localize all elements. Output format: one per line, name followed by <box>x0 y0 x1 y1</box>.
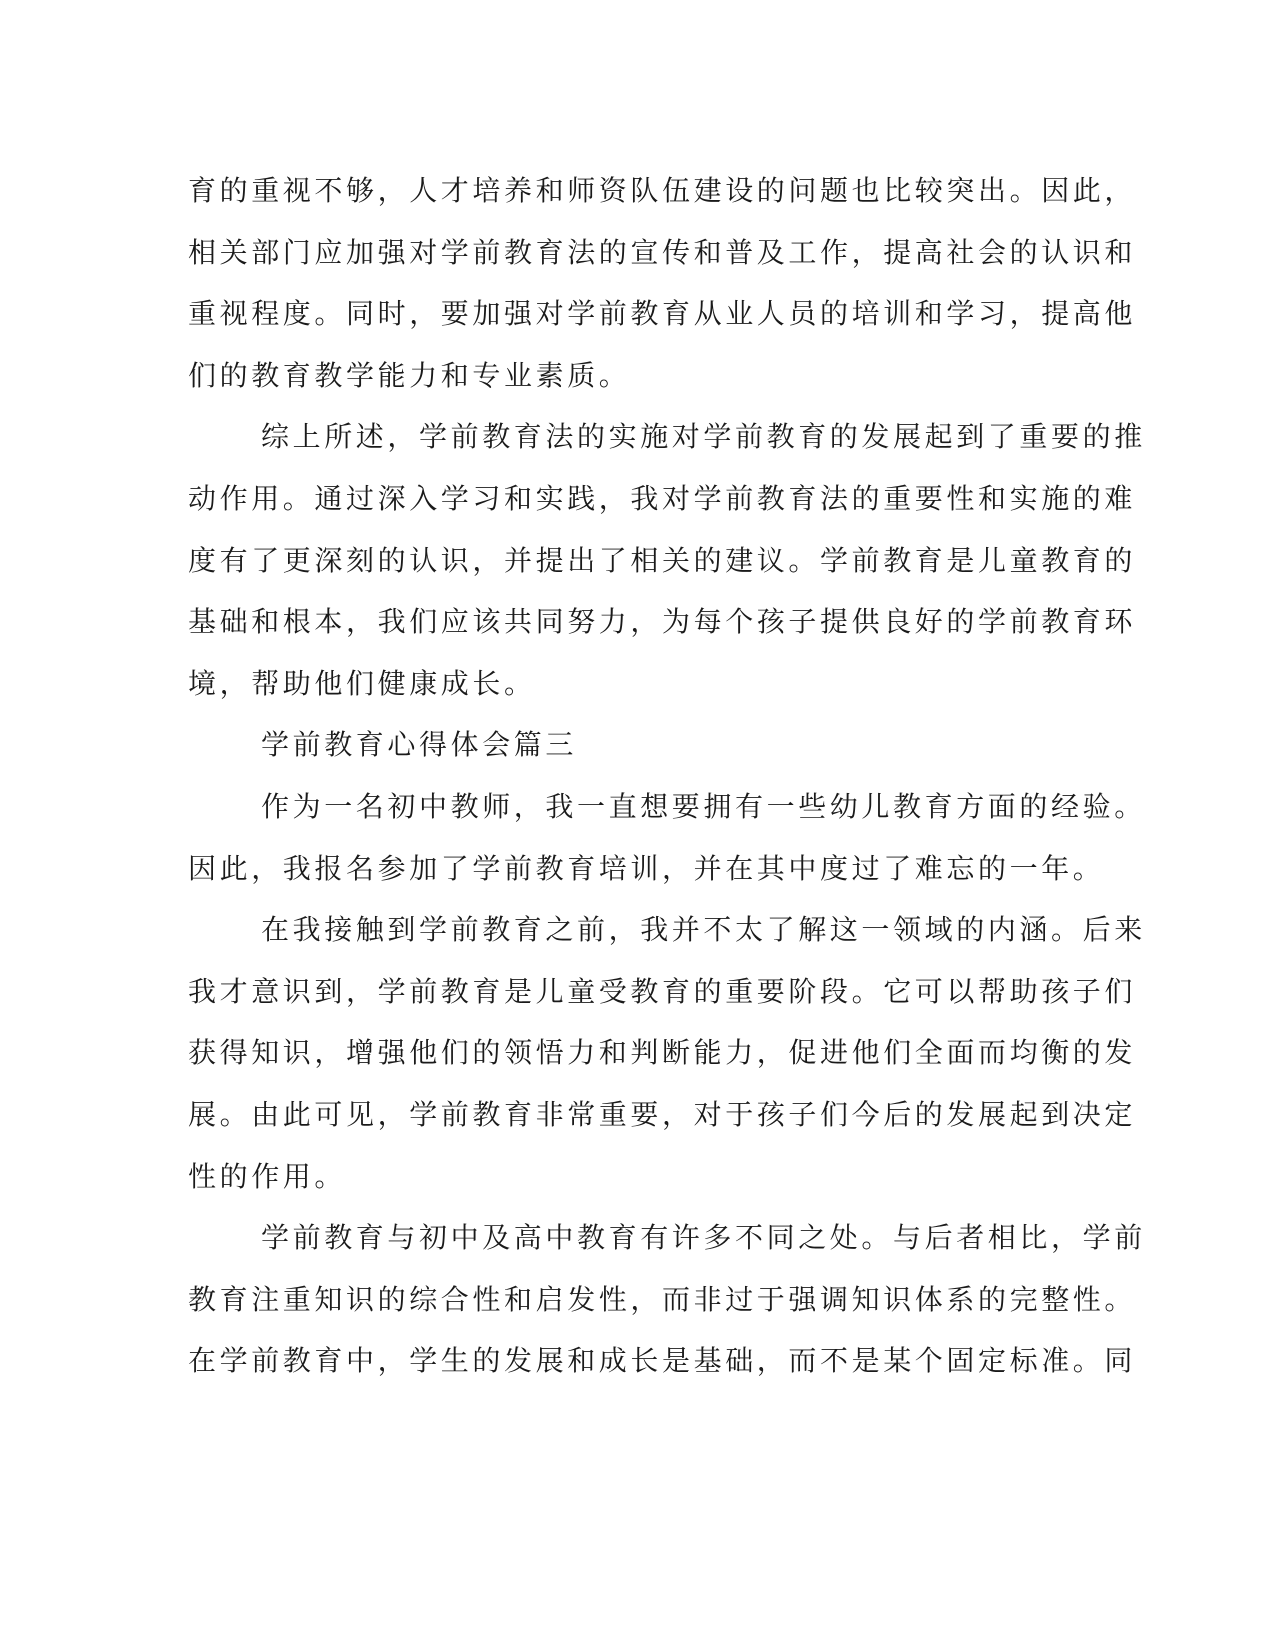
text-line: 获得知识，增强他们的领悟力和判断能力，促进他们全面而均衡的发 <box>188 1036 1137 1070</box>
text-line: 学前教育与初中及高中教育有许多不同之处。与后者相比，学前 <box>261 1221 1146 1255</box>
text-line: 动作用。通过深入学习和实践，我对学前教育法的重要性和实施的难 <box>188 481 1137 515</box>
text-line: 教育注重知识的综合性和启发性，而非过于强调知识体系的完整性。 <box>188 1282 1137 1316</box>
text-line: 展。由此可见，学前教育非常重要，对于孩子们今后的发展起到决定 <box>188 1097 1137 1131</box>
section-heading: 学前教育心得体会篇三 <box>261 728 578 762</box>
text-line: 我才意识到，学前教育是儿童受教育的重要阶段。它可以帮助孩子们 <box>188 974 1137 1008</box>
text-line: 重视程度。同时，要加强对学前教育从业人员的培训和学习，提高他 <box>188 297 1137 331</box>
text-line: 在学前教育中，学生的发展和成长是基础，而不是某个固定标准。同 <box>188 1344 1137 1378</box>
text-line: 度有了更深刻的认识，并提出了相关的建议。学前教育是儿童教育的 <box>188 543 1137 577</box>
text-line: 因此，我报名参加了学前教育培训，并在其中度过了难忘的一年。 <box>188 851 1105 885</box>
text-line: 在我接触到学前教育之前，我并不太了解这一领域的内涵。后来 <box>261 913 1146 947</box>
text-line: 基础和根本，我们应该共同努力，为每个孩子提供良好的学前教育环 <box>188 605 1137 639</box>
text-line: 相关部门应加强对学前教育法的宣传和普及工作，提高社会的认识和 <box>188 235 1137 269</box>
text-line: 们的教育教学能力和专业素质。 <box>188 358 631 392</box>
text-line: 性的作用。 <box>188 1159 347 1193</box>
text-line: 综上所述，学前教育法的实施对学前教育的发展起到了重要的推 <box>261 420 1146 454</box>
document-body <box>188 160 1146 1392</box>
text-line: 境，帮助他们健康成长。 <box>188 666 536 700</box>
text-line: 育的重视不够，人才培养和师资队伍建设的问题也比较突出。因此， <box>188 174 1137 207</box>
text-line: 作为一名初中教师，我一直想要拥有一些幼儿教育方面的经验。 <box>261 789 1146 823</box>
